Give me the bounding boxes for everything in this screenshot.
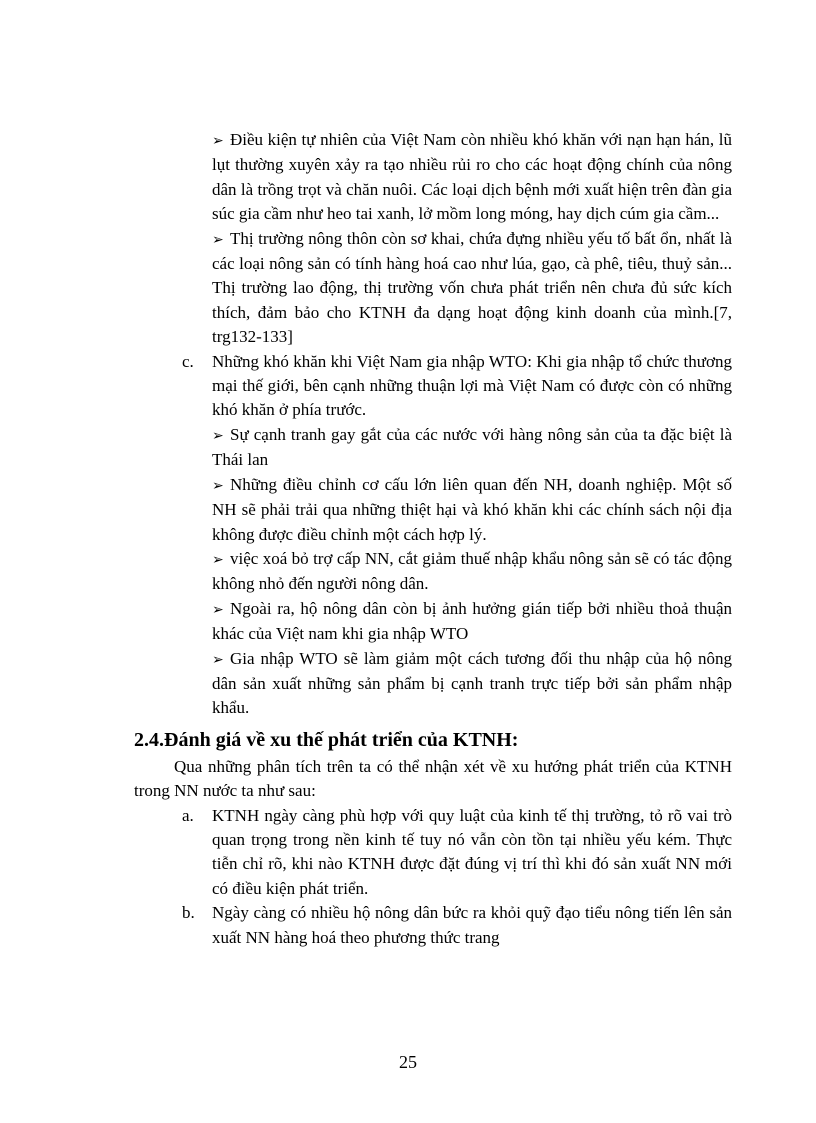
bullet-text: Những điều chỉnh cơ cấu lớn liên quan đến NH, doanh nghiệp. Một số NH sẽ phải trải qua những thiệt hại và khó khăn khi các chính sách nội địa không được điều chỉnh một cách hợp lý. xyxy=(212,474,732,544)
arrow-bullet-icon: ➢ xyxy=(212,601,224,618)
bullet-paragraph xyxy=(134,128,732,227)
bullet-paragraph xyxy=(134,597,732,647)
bullet-paragraph xyxy=(134,647,732,721)
bullet-text: Điều kiện tự nhiên của Việt Nam còn nhiều khó khăn với nạn hạn hán, lũ lụt thường xuyên xảy ra tạo nhiều rủi ro cho các hoạt động chính của nông dân là trồng trọt và chăn nuôi. Các loại dịch bệnh mới xuất hiện trên đàn gia súc gia cầm như heo tai xanh, lở mồm long móng, hay dịch cúm gia cầm... xyxy=(212,130,732,224)
arrow-bullet-icon: ➢ xyxy=(212,651,224,668)
bullet-text: Sự cạnh tranh gay gắt của các nước với hàng nông sản của ta đặc biệt là Thái lan xyxy=(212,424,732,470)
bullet-text: Thị trường nông thôn còn sơ khai, chứa đựng nhiều yếu tố bất ổn, nhất là các loại nông sản có tính hàng hoá cao như lúa, gạo, cà phê, tiêu, thuỷ sản... Thị trường lao động, thị trường vốn chưa phát triển nên chưa đủ sức kích thích, đảm bảo cho KTNH đa dạng hoạt động kinh doanh của mình.[7, trg132-133] xyxy=(212,228,732,347)
enumerated-item-b xyxy=(134,901,732,950)
intro-paragraph: Qua những phân tích trên ta có thể nhận xét về xu hướng phát triển của KTNH trong NN nước ta như sau: xyxy=(134,756,732,801)
bullet-paragraph xyxy=(134,547,732,597)
bullet-text: Ngoài ra, hộ nông dân còn bị ảnh hưởng gián tiếp bởi nhiều thoả thuận khác của Việt nam khi gia nhập WTO xyxy=(212,598,732,644)
bullet-text: Gia nhập WTO sẽ làm giảm một cách tương đối thu nhập của hộ nông dân sản xuất những sản phẩm bị cạnh tranh trực tiếp bởi sản phẩm nhập khẩu. xyxy=(212,648,732,718)
enumerated-item-c xyxy=(134,350,732,423)
bullet-text: việc xoá bỏ trợ cấp NN, cắt giảm thuế nhập khẩu nông sản sẽ có tác động không nhỏ đến người nông dân. xyxy=(212,548,732,594)
bullet-paragraph xyxy=(134,473,732,547)
arrow-bullet-icon: ➢ xyxy=(212,427,224,444)
enumerated-item-a xyxy=(134,804,732,902)
enum-text: Những khó khăn khi Việt Nam gia nhập WTO: Khi gia nhập tổ chức thương mại thế giới, bên cạnh những thuận lợi mà Việt Nam có được còn có những khó khăn ở phía trước. xyxy=(212,351,732,420)
page-number: 25 xyxy=(399,1052,417,1072)
enum-marker: a. xyxy=(182,805,194,825)
bullet-paragraph xyxy=(134,227,732,350)
page-body xyxy=(134,128,732,950)
section-heading: 2.4.Đánh giá về xu thế phát triển của KTNH: xyxy=(134,728,519,751)
arrow-bullet-icon: ➢ xyxy=(212,133,224,149)
enum-marker: c. xyxy=(182,351,194,371)
arrow-bullet-icon: ➢ xyxy=(212,477,224,494)
arrow-bullet-icon: ➢ xyxy=(212,551,224,568)
enum-text: Ngày càng có nhiều hộ nông dân bức ra khỏi quỹ đạo tiểu nông tiến lên sản xuất NN hàng hoá theo phương thức trang xyxy=(212,903,732,947)
bullet-paragraph xyxy=(134,423,732,473)
enum-marker: b. xyxy=(182,903,195,923)
enum-text: KTNH ngày càng phù hợp với quy luật của kinh tế thị trường, tỏ rõ vai trò quan trọng trong nền kinh tế tuy nó vẫn còn tồn tại nhiều yếu kém. Thực tiễn chỉ rõ, khi nào KTNH được đặt đúng vị trí thì khi đó sản xuất NN mới có điều kiện phát triển. xyxy=(212,805,732,898)
arrow-bullet-icon: ➢ xyxy=(212,231,224,248)
